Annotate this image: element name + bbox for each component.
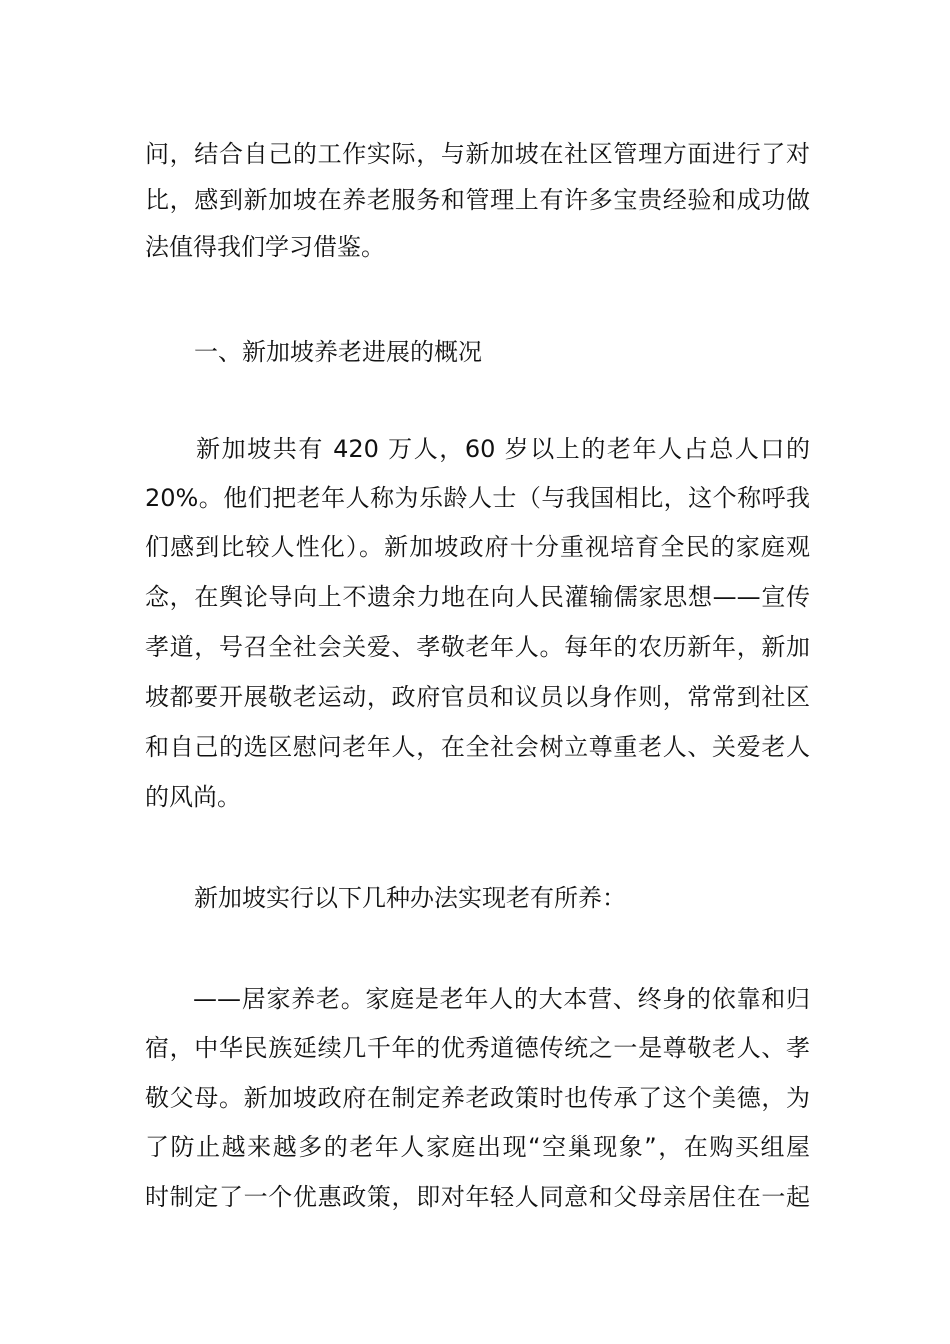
overview-line-7: 和自己的选区慰问老年人，在全社会树立尊重老人、关爱老人 <box>145 733 810 761</box>
overview-line-6: 坡都要开展敬老运动，政府官员和议员以身作则，常常到社区 <box>145 683 810 711</box>
home-care-line-5: 时制定了一个优惠政策，即对年轻人同意和父母亲居住在一起 <box>145 1183 810 1211</box>
overview-line-4: 念，在舆论导向上不遗余力地在向人民灌输儒家思想——宣传 <box>145 583 810 611</box>
overview-line-5: 孝道，号召全社会关爱、孝敬老年人。每年的农历新年，新加 <box>145 633 810 661</box>
home-care-line-1: ——居家养老。家庭是老年人的大本营、终身的依靠和归 <box>193 985 810 1013</box>
methods-intro: 新加坡实行以下几种办法实现老有所养： <box>194 884 626 912</box>
home-care-line-4: 了防止越来越多的老年人家庭出现“空巢现象”，在购买组屋 <box>145 1133 810 1161</box>
overview-line-8: 的风尚。 <box>145 783 241 811</box>
intro-line-2: 比，感到新加坡在养老服务和管理上有许多宝贵经验和成功做 <box>145 186 810 214</box>
home-care-line-2: 宿，中华民族延续几千年的优秀道德传统之一是尊敬老人、孝 <box>145 1034 810 1062</box>
overview-line-3: 们感到比较人性化）。新加坡政府十分重视培育全民的家庭观 <box>145 533 810 561</box>
overview-line-1: 新加坡共有 420 万人，60 岁以上的老年人占总人口的 <box>196 435 810 463</box>
home-care-line-3: 敬父母。新加坡政府在制定养老政策时也传承了这个美德，为 <box>145 1084 810 1112</box>
intro-line-3: 法值得我们学习借鉴。 <box>145 233 385 261</box>
intro-line-1: 问，结合自己的工作实际，与新加坡在社区管理方面进行了对 <box>145 140 810 168</box>
overview-line-2: 20%。他们把老年人称为乐龄人士（与我国相比，这个称呼我 <box>145 484 810 512</box>
section-heading: 一、新加坡养老进展的概况 <box>194 338 482 366</box>
